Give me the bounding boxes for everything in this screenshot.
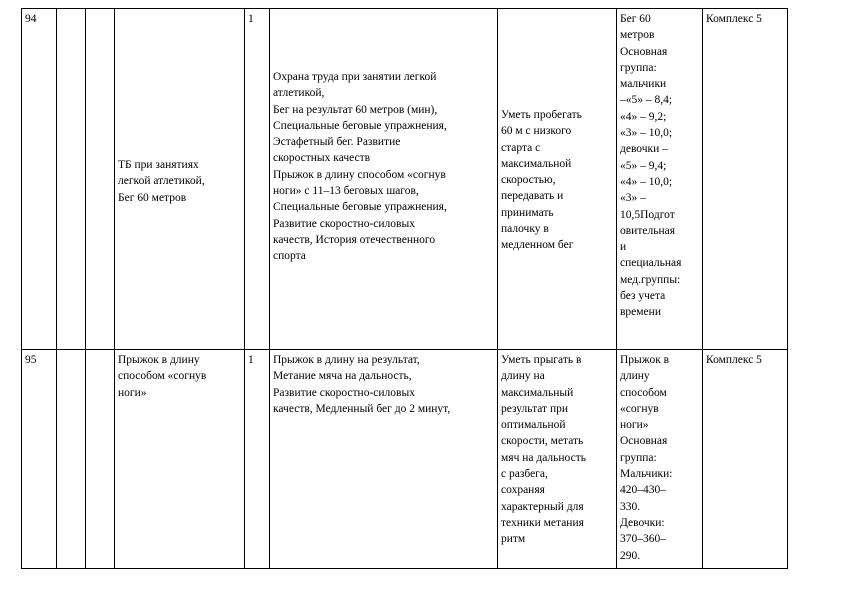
lesson-number: 94	[22, 9, 57, 350]
lesson-topic: Прыжок в длину способом «согнув ноги»	[115, 350, 245, 569]
lesson-complex: Комплекс 5	[703, 9, 788, 350]
lesson-skills: Уметь пробегать 60 м с низкого старта с максимальной скоростью, передавать и принимать палочку в медленном бег	[498, 9, 617, 350]
lesson-skills: Уметь прыгать в длину на максимальный результат при оптимальной скорости, метать мяч на дальность с разбега, сохраняя характерный для техники метания ритм	[498, 350, 617, 569]
lesson-content: Прыжок в длину на результат, Метание мяча на дальность, Развитие скоростно-силовых качеств, Медленный бег до 2 минут,	[270, 350, 498, 569]
empty-cell	[57, 350, 86, 569]
empty-cell	[86, 9, 115, 350]
lesson-plan-table	[21, 8, 788, 569]
empty-cell	[57, 9, 86, 350]
lesson-norms: Прыжок в длину способом «согнув ноги» Основная группа: Мальчики: 420–430– 330. Девочки: 370–360– 290.	[617, 350, 703, 569]
table-row	[22, 350, 788, 569]
lesson-hours: 1	[245, 350, 270, 569]
lesson-number: 95	[22, 350, 57, 569]
lesson-topic: ТБ при занятиях легкой атлетикой, Бег 60 метров	[115, 9, 245, 350]
lesson-norms: Бег 60 метров Основная группа: мальчики –«5» – 8,4; «4» – 9,2; «3» – 10,0; девочки – «5» – 9,4; «4» – 10,0; «3» – 10,5Подгот овительная и специальная мед.группы: без учета времени	[617, 9, 703, 350]
empty-cell	[86, 350, 115, 569]
lesson-content: Охрана труда при занятии легкой атлетикой, Бег на результат 60 метров (мин), Специальные беговые упражнения, Эстафетный бег. Развитие скоростных качеств Прыжок в длину способом «согнув ноги» с 11–13 беговых шагов, Специальные беговые упражнения, Развитие скоростно-силовых качеств, История отечественного спорта	[270, 9, 498, 350]
lesson-hours: 1	[245, 9, 270, 350]
table-row	[22, 9, 788, 350]
lesson-complex: Комплекс 5	[703, 350, 788, 569]
